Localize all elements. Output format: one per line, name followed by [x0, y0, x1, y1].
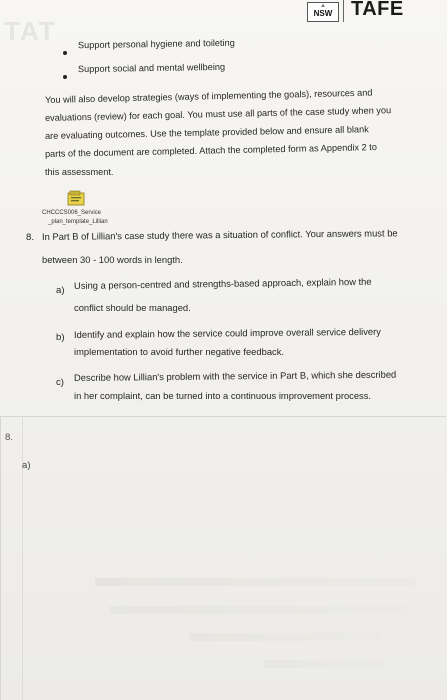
- answer-sub-label: a): [22, 460, 31, 471]
- bullet-icon: [63, 51, 67, 55]
- attachment-caption[interactable]: _plan_template_Lillian: [48, 219, 108, 225]
- sub-question-text: in her complaint, can be turned into a continuous improvement process.: [74, 390, 372, 401]
- answer-box[interactable]: [0, 416, 446, 700]
- bleed-through-text: [95, 578, 415, 586]
- tafe-logo: TAFE: [351, 0, 404, 20]
- sub-question-text: conflict should be managed.: [74, 302, 191, 313]
- bleed-through-text: [110, 606, 410, 614]
- paragraph-line: You will also develop strategies (ways of implementing the goals), resources and: [44, 87, 373, 105]
- answer-number: 8.: [5, 432, 14, 443]
- watermark: TAT: [4, 16, 57, 46]
- answer-box-divider: [22, 416, 23, 700]
- sub-question-text: Describe how Lillian's problem with the service in Part B, which she described: [73, 368, 397, 383]
- bullet-text: Support personal hygiene and toileting: [77, 37, 235, 51]
- sub-question-text: Using a person-centred and strengths-based approach, explain how the: [73, 275, 372, 291]
- sub-question-text: Identify and explain how the service could improve overall service delivery: [73, 325, 381, 340]
- bleed-through-text: [265, 660, 385, 668]
- question-text: between 30 - 100 words in length.: [42, 254, 183, 265]
- document-file-icon[interactable]: [66, 190, 86, 206]
- sub-question-label: a): [56, 285, 65, 296]
- bullet-text: Support social and mental wellbeing: [77, 61, 226, 75]
- attachment-caption[interactable]: CHCCCS006_Service: [42, 210, 102, 216]
- question-number: 8.: [26, 232, 35, 243]
- nsw-crest-icon: ▲: [320, 3, 326, 9]
- paragraph-line: evaluations (review) for each goal. You must use all parts of the case study when you: [44, 105, 392, 123]
- sub-question-label: b): [56, 332, 65, 343]
- sub-question-text: implementation to avoid further negative feedback.: [74, 346, 285, 357]
- paragraph-line: are evaluating outcomes. Use the template provided below and ensure all blank: [44, 124, 369, 141]
- nsw-logo: [307, 2, 339, 22]
- logo-divider: [343, 0, 344, 22]
- paragraph-line: this assessment.: [45, 167, 114, 177]
- bullet-icon: [63, 75, 67, 79]
- paragraph-line: parts of the document are completed. Attach the completed form as Appendix 2 to: [44, 142, 378, 159]
- sub-question-label: c): [56, 377, 64, 388]
- question-text: In Part B of Lillian's case study there was a situation of conflict. Your answers must be: [41, 227, 398, 242]
- nsw-logo-text: NSW: [313, 9, 333, 18]
- bleed-through-text: [190, 633, 380, 641]
